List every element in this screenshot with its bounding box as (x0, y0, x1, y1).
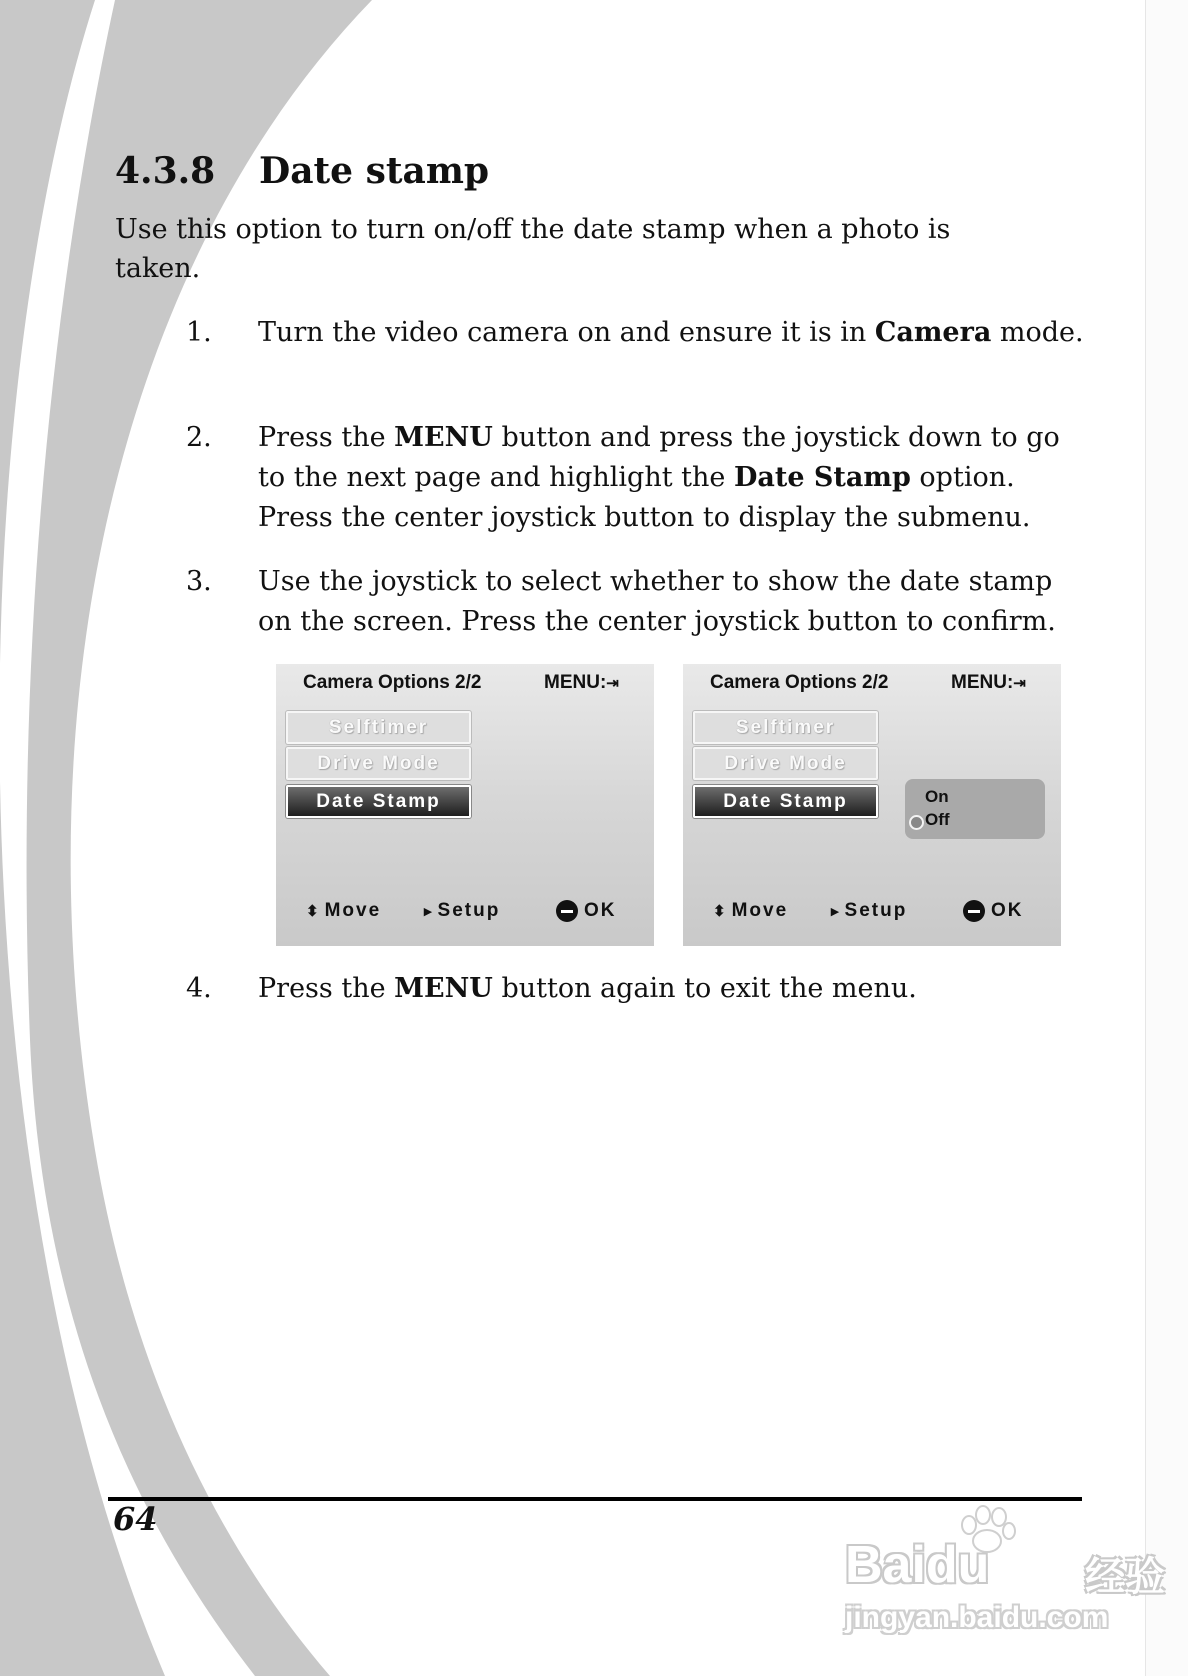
exit-arrow-icon: ⇥ (606, 675, 619, 692)
step-number: 4. (186, 973, 212, 1004)
step-2 (186, 418, 1086, 538)
date-stamp-submenu (905, 779, 1045, 839)
up-down-arrow-icon: ⬍ (306, 903, 319, 920)
submenu-option-off[interactable]: Off (925, 810, 950, 829)
radio-selected-icon (909, 815, 924, 830)
step-1 (186, 313, 1086, 353)
right-arrow-icon: ▸ (831, 903, 839, 920)
watermark-suffix: 经验 (1085, 1554, 1165, 1600)
step-3 (186, 562, 1086, 642)
baidu-watermark (845, 1505, 1165, 1645)
watermark-brand: Baidu (845, 1536, 990, 1594)
intro-paragraph: Use this option to turn on/off the date stamp when a photo is taken. (115, 214, 951, 284)
step-4 (186, 969, 1086, 1009)
menu-footer: ⬍ Move ▸ Setup OK (306, 900, 617, 921)
menu-title: Camera Options 2/2 (710, 672, 889, 693)
page-number: 64 (113, 1500, 158, 1538)
step-text: Press the MENU button and press the joystick down to go to the next page and highlight the Date Stamp option. Press the center joystick button to display the submenu. (258, 422, 1060, 533)
menu-exit-hint: MENU:⇥ (544, 672, 619, 693)
step-number: 1. (186, 317, 212, 348)
exit-arrow-icon: ⇥ (1013, 675, 1026, 692)
camera-menu-screen-1 (276, 664, 654, 946)
up-down-arrow-icon: ⬍ (713, 903, 726, 920)
menu-item-selftimer[interactable]: Selftimer (693, 711, 878, 744)
step-text: Use the joystick to select whether to show the date stamp on the screen. Press the center joystick button to confirm. (258, 566, 1056, 637)
menu-exit-hint: MENU:⇥ (951, 672, 1026, 693)
menu-item-drive-mode[interactable]: Drive Mode (286, 747, 471, 780)
ok-button-icon (556, 900, 578, 922)
right-arrow-icon: ▸ (424, 903, 432, 920)
menu-item-selftimer[interactable]: Selftimer (286, 711, 471, 744)
menu-item-date-stamp[interactable]: Date Stamp (693, 785, 878, 818)
submenu-option-on[interactable]: On (925, 787, 949, 806)
menu-item-date-stamp[interactable]: Date Stamp (286, 785, 471, 818)
ok-button-icon (963, 900, 985, 922)
section-heading (115, 150, 489, 192)
section-number: 4.3.8 (115, 150, 216, 192)
section-title: Date stamp (259, 150, 490, 192)
menu-footer: ⬍ Move ▸ Setup OK (713, 900, 1024, 921)
step-number: 3. (186, 566, 212, 597)
step-text: Press the MENU button again to exit the menu. (258, 973, 917, 1004)
step-text: Turn the video camera on and ensure it is in Camera mode. (258, 317, 1084, 348)
menu-item-drive-mode[interactable]: Drive Mode (693, 747, 878, 780)
menu-title: Camera Options 2/2 (303, 672, 482, 693)
step-number: 2. (186, 422, 212, 453)
camera-menu-screen-2 (683, 664, 1061, 946)
watermark-url: jingyan.baidu.com (845, 1601, 1109, 1634)
footer-rule (108, 1497, 1082, 1501)
